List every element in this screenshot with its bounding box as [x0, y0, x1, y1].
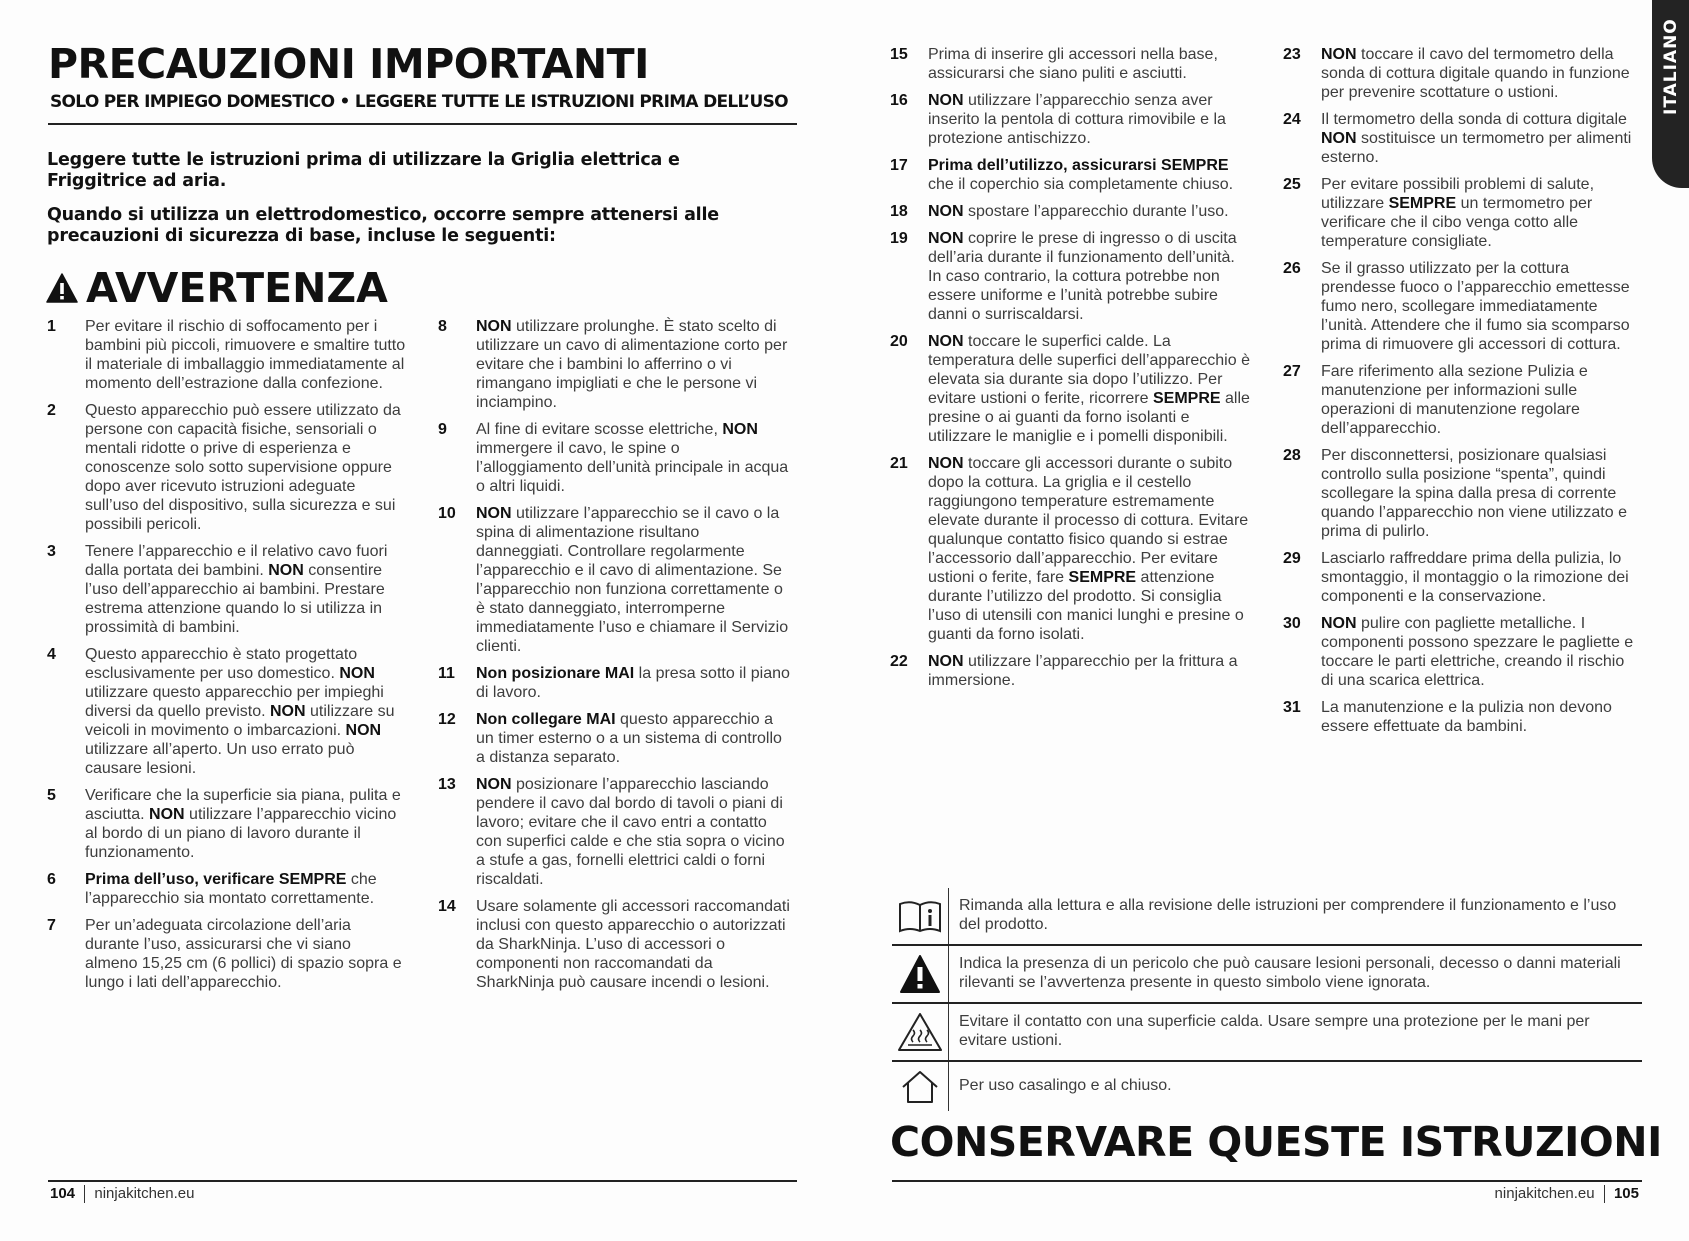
warning-item-emphasis: NON: [928, 230, 964, 247]
language-tab: [1652, 0, 1689, 188]
warning-item-text: [85, 401, 407, 534]
warning-item-text: [1321, 549, 1639, 606]
warning-item-text: [1321, 45, 1639, 102]
warning-item-body: che l’apparecchio sia montato correttamente.: [85, 871, 377, 907]
warning-item-emphasis: NON: [928, 333, 964, 350]
warning-item-number: 13: [438, 776, 456, 793]
warning-item-emphasis: NON: [928, 653, 964, 670]
warning-item-17: [890, 156, 1250, 194]
warning-item-number: 31: [1283, 699, 1301, 716]
warning-item-number: 23: [1283, 46, 1301, 63]
footer-divider-right: [892, 1180, 1642, 1182]
warning-item-text: [1321, 446, 1639, 541]
symbol-text: Per uso casalingo e al chiuso.: [959, 1077, 1172, 1094]
title-divider: [48, 123, 797, 125]
warning-item-text: [1321, 362, 1639, 438]
warning-item-body: Al fine di evitare scosse elettriche, NON immergere il cavo, le spine o l’alloggiamento dell’unità principale in acqua o altri liquidi.: [476, 421, 789, 495]
warning-item-text: [85, 870, 407, 908]
warning-item-text: [928, 45, 1250, 83]
warning-item-emphasis: NON: [476, 318, 512, 335]
warning-item-text: [85, 317, 407, 393]
warning-item-body: Per evitare possibili problemi di salute, utilizzare SEMPRE un termometro per verificare che il cibo venga cotto alle temperature consigliate.: [1321, 176, 1595, 250]
warning-item-text: [476, 420, 790, 496]
warning-item-26: [1283, 259, 1639, 354]
symbol-row: [892, 944, 1642, 1002]
warning-item-number: 27: [1283, 363, 1301, 380]
warning-item-body: spostare l’apparecchio durante l’uso.: [963, 203, 1229, 220]
warning-item-text: [476, 664, 790, 702]
warning-item-body: Per evitare il rischio di soffocamento per i bambini più piccoli, rimuovere e smaltire tutto il materiale di imballaggio immediatamente al momento dell’estrazione dalla confezione.: [85, 318, 406, 392]
warning-item-number: 7: [47, 917, 56, 934]
symbol-row: [892, 888, 1642, 944]
warning-item-body: Per un’adeguata circolazione dell’aria durante l’uso, assicurarsi che vi siano almeno 15,25 cm (6 pollici) di spazio sopra e lungo i lati dell’apparecchio.: [85, 917, 402, 991]
warning-item-text: [1321, 175, 1639, 251]
warning-item-30: [1283, 614, 1639, 690]
warning-item-number: 3: [47, 543, 56, 560]
warning-item-20: [890, 332, 1250, 446]
warning-item-text: [85, 542, 407, 637]
warning-item-7: [47, 916, 407, 992]
warning-item-number: 16: [890, 92, 908, 109]
warning-item-3: [47, 542, 407, 637]
warning-item-6: [47, 870, 407, 908]
warning-item-text: [928, 454, 1250, 644]
warning-item-24: [1283, 110, 1639, 167]
warning-item-19: [890, 229, 1250, 324]
warning-item-number: 29: [1283, 550, 1301, 567]
warning-item-25: [1283, 175, 1639, 251]
warning-item-number: 5: [47, 787, 56, 804]
warnings-column-1: [47, 317, 407, 1000]
warning-item-22: [890, 652, 1250, 690]
page-title: PRECAUZIONI IMPORTANTI: [48, 40, 649, 88]
warning-item-number: 9: [438, 421, 447, 438]
warning-item-21: [890, 454, 1250, 644]
warning-item-text: [928, 91, 1250, 148]
warning-item-23: [1283, 45, 1639, 102]
warning-item-body: utilizzare l’apparecchio senza aver inserito la pentola di cottura rimovibile e la protezione antischizzo.: [928, 92, 1226, 147]
warning-item-11: [438, 664, 790, 702]
symbol-legend: [892, 888, 1642, 1111]
warning-item-12: [438, 710, 790, 767]
warning-item-number: 25: [1283, 176, 1301, 193]
warning-item-number: 30: [1283, 615, 1301, 632]
warning-item-text: [476, 775, 790, 889]
symbol-row: [892, 1060, 1642, 1111]
warning-item-body: Tenere l’apparecchio e il relativo cavo fuori dalla portata dei bambini. NON consentire l’uso dell’apparecchio ai bambini. Prestare estrema attenzione quando lo si utilizza in prossimità di bambini.: [85, 543, 388, 636]
warning-item-number: 4: [47, 646, 56, 663]
warning-item-number: 24: [1283, 111, 1301, 128]
warning-item-number: 18: [890, 203, 908, 220]
warning-item-number: 14: [438, 898, 456, 915]
warning-item-body: utilizzare l’apparecchio se il cavo o la spina di alimentazione risultano danneggiati. Controllare regolarmente l’apparecchio e il cavo di alimentazione. Se l’apparecchio non funziona correttamente o è stato danneggiato, interromperne immediatamente l’uso e chiamare il Servizio clienti.: [476, 505, 789, 655]
warning-item-text: [85, 645, 407, 778]
warning-item-18: [890, 202, 1250, 221]
warning-heading-text: AVVERTENZA: [86, 264, 388, 312]
warning-item-body: la presa sotto il piano di lavoro.: [476, 665, 790, 701]
warning-item-text: [476, 317, 790, 412]
warning-item-29: [1283, 549, 1639, 606]
warning-item-text: [1321, 110, 1639, 167]
warning-item-9: [438, 420, 790, 496]
warning-item-text: [476, 504, 790, 656]
warning-item-number: 19: [890, 230, 908, 247]
warning-item-10: [438, 504, 790, 656]
warning-item-text: [476, 710, 790, 767]
warning-item-14: [438, 897, 790, 992]
hot-surface-icon: [897, 1012, 943, 1052]
page-number-left: 104: [50, 1185, 76, 1202]
warning-item-text: [1321, 614, 1639, 690]
warning-item-31: [1283, 698, 1639, 736]
warning-item-emphasis: Non collegare MAI: [476, 711, 616, 728]
warning-item-27: [1283, 362, 1639, 438]
warning-item-text: [85, 786, 407, 862]
warning-triangle-icon: [46, 273, 78, 303]
warning-item-body: pulire con pagliette metalliche. I componenti possono spezzare le pagliette e toccare le parti elettriche, creando il rischio di una scarica elettrica.: [1321, 615, 1634, 689]
warnings-column-2: [438, 317, 790, 1000]
language-label: ITALIANO: [1661, 18, 1681, 115]
warning-item-text: [928, 229, 1250, 324]
warning-item-body: Questo apparecchio è stato progettato esclusivamente per uso domestico. NON utilizzare questo apparecchio per impieghi diversi da quello previsto. NON utilizzare su veicoli in movimento o imbarcazioni. NON utilizzare all’aperto. Un uso errato può causare lesioni.: [85, 646, 395, 777]
warning-item-8: [438, 317, 790, 412]
warning-item-body: Questo apparecchio può essere utilizzato da persone con capacità fisiche, sensoriali o mentali ridotte o prive di esperienza e conoscenze solo sotto supervisione oppure dopo aver ricevuto istruzioni adeguate sull’uso del dispositivo, sulla sicurezza e sui possibili pericoli.: [85, 402, 401, 533]
intro-paragraph-1: Leggere tutte le istruzioni prima di utilizzare la Griglia elettrica e Friggitrice ad aria.: [47, 150, 680, 191]
warning-triangle-icon: [899, 954, 941, 994]
warning-item-emphasis: NON: [1321, 46, 1357, 63]
symbol-text: Indica la presenza di un pericolo che può causare lesioni personali, decesso o danni materiali rilevanti se l’avvertenza presente in questo simbolo viene ignorata.: [959, 955, 1621, 991]
footer-site-left: ninjakitchen.eu: [94, 1185, 195, 1202]
page-number-right: 105: [1613, 1185, 1639, 1202]
warning-item-5: [47, 786, 407, 862]
warning-item-emphasis: NON: [476, 505, 512, 522]
warning-item-body: Il termometro della sonda di cottura digitale NON sostituisce un termometro per alimenti esterno.: [1321, 111, 1632, 166]
warning-item-body: Usare solamente gli accessori raccomandati inclusi con questo apparecchio o autorizzati da SharkNinja. L’uso di accessori o componenti non raccomandati da SharkNinja può causare incendi o lesioni.: [476, 898, 790, 991]
warning-item-body: coprire le prese di ingresso o di uscita dell’aria durante il funzionamento dell’unità. In caso contrario, la cottura potrebbe non essere uniforme e l’unità potrebbe subire danni o surriscaldarsi.: [928, 230, 1237, 323]
warning-item-text: [928, 652, 1250, 690]
warning-item-text: [928, 332, 1250, 446]
warning-item-body: Lasciarlo raffreddare prima della pulizia, lo smontaggio, il montaggio o la rimozione dei componenti e la conservazione.: [1321, 550, 1629, 605]
warning-item-number: 11: [438, 665, 455, 682]
warning-item-number: 17: [890, 157, 908, 174]
warning-item-emphasis: NON: [476, 776, 512, 793]
warning-item-text: [928, 202, 1250, 221]
warning-item-13: [438, 775, 790, 889]
warning-item-4: [47, 645, 407, 778]
warning-item-body: Verificare che la superficie sia piana, pulita e asciutta. NON utilizzare l’apparecchio vicino al bordo di un piano di lavoro durante il funzionamento.: [85, 787, 401, 861]
warning-item-15: [890, 45, 1250, 83]
warning-item-body: toccare le superfici calde. La temperatura delle superfici dell’apparecchio è elevata sia durante sia dopo l’utilizzo. Per evitare ustioni o ferite, ricorrere SEMPRE alle presine o ai guanti da forno isolanti e utilizzare le maniglie e i pomelli disponibili.: [928, 333, 1250, 445]
warning-item-emphasis: NON: [928, 455, 964, 472]
warning-item-number: 8: [438, 318, 447, 335]
footer-left: [50, 1185, 194, 1203]
warning-item-body: utilizzare l’apparecchio per la frittura a immersione.: [928, 653, 1238, 689]
warning-item-emphasis: NON: [1321, 615, 1357, 632]
warning-item-number: 22: [890, 653, 908, 670]
house-icon: [900, 1069, 940, 1105]
warning-item-body: Fare riferimento alla sezione Pulizia e manutenzione per informazioni sulle operazioni di manutenzione regolare dell’apparecchio.: [1321, 363, 1588, 437]
warning-item-text: [476, 897, 790, 992]
warnings-column-3: [890, 45, 1250, 698]
warning-item-text: [1321, 259, 1639, 354]
warning-item-number: 15: [890, 46, 908, 63]
symbol-text: Evitare il contatto con una superficie calda. Usare sempre una protezione per le mani per evitare ustioni.: [959, 1013, 1590, 1049]
warning-item-emphasis: Non posizionare MAI: [476, 665, 635, 682]
warning-item-body: SEMPRE che il coperchio sia completamente chiuso.: [928, 157, 1234, 193]
intro-paragraph-2: Quando si utilizza un elettrodomestico, occorre sempre attenersi alle precauzioni di sicurezza di base, incluse le seguenti:: [47, 205, 719, 246]
save-instructions-heading: CONSERVARE QUESTE ISTRUZIONI: [890, 1118, 1662, 1166]
warning-item-2: [47, 401, 407, 534]
book-info-icon: [898, 898, 942, 934]
warning-item-body: utilizzare prolunghe. È stato scelto di utilizzare un cavo di alimentazione corto per evitare che i bambini lo afferrino o vi rimangano impigliati e che le persone vi inciampino.: [476, 318, 788, 411]
warning-item-emphasis: NON: [928, 203, 964, 220]
warning-item-28: [1283, 446, 1639, 541]
warning-item-number: 2: [47, 402, 56, 419]
warning-item-number: 28: [1283, 447, 1301, 464]
warning-item-number: 26: [1283, 260, 1301, 277]
symbol-text: Rimanda alla lettura e alla revisione delle istruzioni per comprendere il funzionamento e l’uso del prodotto.: [959, 897, 1617, 933]
warning-item-text: [928, 156, 1250, 194]
warning-item-body: Se il grasso utilizzato per la cottura prendesse fuoco o l’apparecchio emettesse fumo nero, scollegare immediatamente l’unità. Attendere che il fumo sia scomparso prima di rimuovere gli accessori di cottura.: [1321, 260, 1630, 353]
page-subtitle: SOLO PER IMPIEGO DOMESTICO • LEGGERE TUTTE LE ISTRUZIONI PRIMA DELL’USO: [50, 92, 788, 112]
warning-item-number: 21: [890, 455, 908, 472]
warning-item-emphasis: Prima dell’uso, verificare SEMPRE: [85, 871, 347, 888]
warning-item-body: toccare gli accessori durante o subito dopo la cottura. La griglia e il cestello raggiungono temperature estremamente elevate durante il processo di cottura. Evitare qualunque contatto fisico quando si estrae l’accessorio dall’apparecchio. Per evitare ustioni o ferite, fare SEMPRE attenzione durante l’utilizzo del prodotto. Si consiglia l’uso di utensili con manici lunghi e presine o guanti da forno isolati.: [928, 455, 1249, 643]
warning-item-body: posizionare l’apparecchio lasciando pendere il cavo dal bordo di tavoli o piani di lavoro; evitare che il cavo entri a contatto con superfici calde e che stia sopra o vicino a stufe a gas, fornelli elettrici caldi o forni riscaldati.: [476, 776, 785, 888]
warning-item-body: questo apparecchio a un timer esterno o a un sistema di controllo a distanza separato.: [476, 711, 782, 766]
footer-site-right: ninjakitchen.eu: [1494, 1185, 1595, 1202]
warning-item-emphasis: NON: [928, 92, 964, 109]
footer-divider-left: [48, 1180, 797, 1182]
warning-item-text: [85, 916, 407, 992]
warning-item-text: [1321, 698, 1639, 736]
warning-item-body: La manutenzione e la pulizia non devono essere effettuate da bambini.: [1321, 699, 1612, 735]
warning-item-body: toccare il cavo del termometro della sonda di cottura digitale quando in funzione per prevenire scottature o ustioni.: [1321, 46, 1630, 101]
warning-item-emphasis: Prima dell’utilizzo, assicurarsi: [928, 157, 1157, 174]
warning-item-16: [890, 91, 1250, 148]
warning-item-number: 6: [47, 871, 56, 888]
footer-right: [1495, 1185, 1639, 1203]
warnings-column-4: [1283, 45, 1639, 744]
warning-item-number: 12: [438, 711, 456, 728]
warning-item-number: 20: [890, 333, 908, 350]
symbol-row: [892, 1002, 1642, 1060]
warning-item-body: Per disconnettersi, posizionare qualsiasi controllo sulla posizione “spenta”, quindi scollegare la spina dalla presa di corrente quando l’apparecchio non viene utilizzato e prima di pulirlo.: [1321, 447, 1627, 540]
warning-item-number: 1: [47, 318, 56, 335]
warning-item-1: [47, 317, 407, 393]
warning-heading: [46, 264, 388, 312]
warning-item-body: Prima di inserire gli accessori nella base, assicurarsi che siano puliti e asciutti.: [928, 46, 1218, 82]
warning-item-number: 10: [438, 505, 456, 522]
